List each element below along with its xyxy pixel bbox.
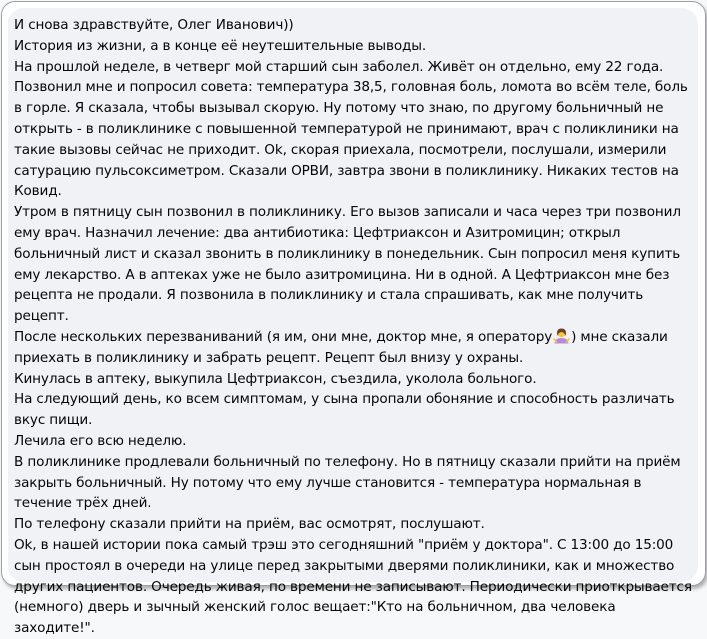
paragraph-pharmacy: Кинулась в аптеку, выкупила Цефтриаксон, съездила, уколола больного.: [14, 370, 537, 387]
paragraph-queue: Ok, в нашей истории пока самый трэш это сегодняшний "приём у доктора". С 13:00 до 15:00 сын простоял в очереди на улице перед закрытыми дверями поликлиники, как и множество других пациентов. Очередь живая, по времени не записывают. Периодически приоткрывается (немного) дверь и зычный женский голос вещает:"Кто на больничном, два человека заходите!".: [14, 536, 692, 637]
person-shrugging-icon: [553, 327, 570, 344]
comment-bubble: [8, 8, 698, 637]
paragraph-week: Лечила его всю неделю.: [14, 432, 187, 449]
paragraph-friday: Утром в пятницу сын позвонил в поликлинику. Его вызов записали и часа через три позвонил ему врач. Назначил лечение: два антибиотика: Цефтриаксон и Азитромицин; открыл больничный лист и сказал звонить в поликлинику в понедельник. Сын попросил меня купить ему лекарство. А в аптеках уже не было азитромицина. Ни в одной. А Цефтриаксон мне без рецепта не продали. Я позвонила в поликлинику и стала спрашивать, как мне получить рецепт.: [14, 204, 681, 325]
screenshot-frame: [1, 1, 706, 637]
paragraph-prescription-after: ) мне сказали приехать в поликлинику и забрать рецепт. Рецепт был внизу у охраны.: [14, 328, 668, 366]
paragraph-symptoms: На следующий день, ко всем симптомам, у сына пропали обоняние и способность различать вкус пищи.: [14, 391, 675, 429]
paragraph-thursday: На прошлой неделе, в четверг мой старший сын заболел. Живёт он отдельно, ему 22 года. Позвонил мне и попросил совета: температура 38,5, головная боль, ломота во всём теле, боль в горле. Я сказала, чтобы вызывал скорую. Ну потому что знаю, по другому больничный не открыть - в поликлинике с повышенной температурой не принимают, врач с поликлиники на такие вызовы сейчас не приходит. Ok, скорая приехала, посмотрели, послушали, измерили сатурацию пульсоксиметром. Сказали ОРВИ, завтра звони в поликлинику. Никаких тестов на Ковид.: [14, 58, 688, 200]
paragraph-sick-leave: В поликлинике продлевали больничный по телефону. Но в пятницу сказали прийти на приём закрыть больничный. Ну потому что ему лучше становится - температура нормальная в течение трёх дней.: [14, 453, 681, 512]
paragraph-intro: История из жизни, а в конце её неутешительные выводы.: [14, 37, 426, 54]
comment-text: [14, 15, 698, 639]
paragraph-phone: По телефону сказали прийти на приём, вас осмотрят, послушают.: [14, 516, 485, 533]
paragraph-prescription: [14, 327, 698, 369]
paragraph-prescription-before: После нескольких перезваниваний (я им, они мне, доктор мне, я оператору: [14, 328, 553, 345]
greeting-line: И снова здравствуйте, Олег Иванович)): [14, 17, 294, 33]
